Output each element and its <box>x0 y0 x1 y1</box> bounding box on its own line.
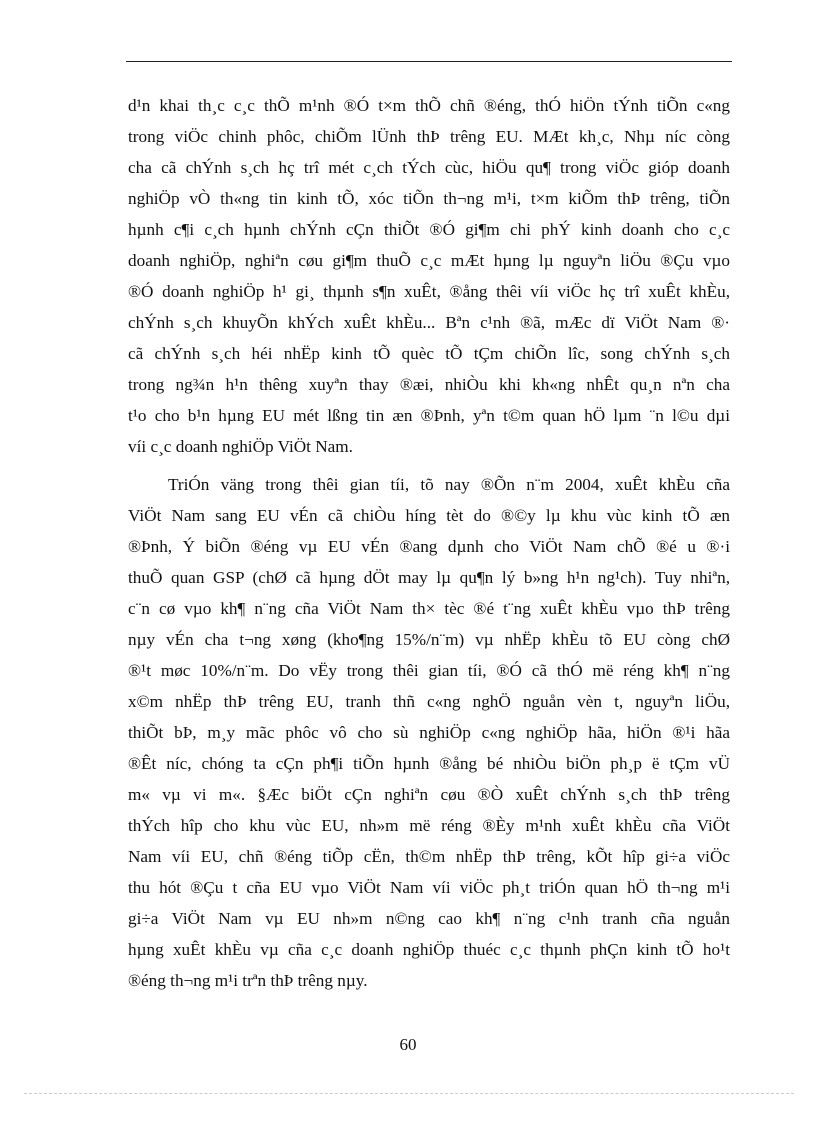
page-number: 60 <box>399 1035 417 1054</box>
header-rule <box>126 61 732 62</box>
text-line: t¹o cho b¹n hµng EU mét lßng tin æn ®Þnh, yªn t©m quan hÖ lµm ¨n l©u dµi <box>128 406 730 425</box>
text-line: doanh nghiÖp, nghiªn cøu gi¶m thuÕ c¸c mÆt hµng lµ nguyªn liÖu ®Çu vµo <box>128 251 730 270</box>
text-line: nghiÖp vÒ th«ng tin kinh tÕ, xóc tiÕn th¬ng m¹i, t×m kiÕm thÞ trêng, tiÕn <box>128 189 730 208</box>
text-line: thiÕt bÞ, m¸y mãc phôc vô cho sù nghiÖp c«ng nghiÖp hãa, hiÖn ®¹i hãa <box>128 723 730 742</box>
text-line: thÝch hîp cho khu vùc EU, nh»m më réng ®Èy m¹nh xuÊt khÈu cña ViÖt <box>128 816 730 835</box>
text-line: thu hót ®Çu t cña EU vµo ViÖt Nam víi viÖc ph¸t triÓn quan hÖ th¬ng m¹i <box>128 878 730 897</box>
text-line: ®Êt níc, chóng ta cÇn ph¶i tiÕn hµnh ®ång bé nhiÒu biÖn ph¸p ë tÇm vÜ <box>128 754 730 773</box>
text-line: cã chÝnh s¸ch héi nhËp kinh tÕ quèc tÕ tÇm chiÕn lîc, song chÝnh s¸ch <box>128 344 730 363</box>
text-line: Nam víi EU, chñ ®éng tiÕp cËn, th©m nhËp thÞ trêng, kÕt hîp gi÷a viÖc <box>128 847 730 866</box>
text-line: ®¹t møc 10%/n¨m. Do vËy trong thêi gian tíi, ®Ó cã thÓ më réng kh¶ n¨ng <box>128 661 730 680</box>
text-line: chÝnh s¸ch khuyÕn khÝch xuÊt khÈu... Bªn c¹nh ®ã, mÆc dï ViÖt Nam ®· <box>128 313 730 332</box>
text-line: víi c¸c doanh nghiÖp ViÖt Nam. <box>128 437 353 456</box>
text-line: cha cã chÝnh s¸ch hç trî mét c¸ch tÝch cùc, hiÖu qu¶ trong viÖc gióp doanh <box>128 158 730 177</box>
page-bottom-edge <box>24 1093 794 1094</box>
text-line: trong ng¾n h¹n thêng xuyªn thay ®æi, nhiÒu khi kh«ng nhÊt qu¸n nªn cha <box>128 375 730 394</box>
text-line: x©m nhËp thÞ trêng EU, tranh thñ c«ng nghÖ nguån vèn t, nguyªn liÖu, <box>128 692 730 711</box>
text-line: c¨n cø vµo kh¶ n¨ng cña ViÖt Nam th× tèc ®é t¨ng xuÊt khÈu vµo thÞ trêng <box>128 599 730 618</box>
text-line: ®Ó doanh nghiÖp h¹ gi¸ thµnh s¶n xuÊt, ®ång thêi víi viÖc hç trî xuÊt khÈu, <box>128 282 730 301</box>
text-line: hµng xuÊt khÈu vµ cña c¸c doanh nghiÖp thuéc c¸c thµnh phÇn kinh tÕ ho¹t <box>128 940 730 959</box>
text-line: d¹n khai th¸c c¸c thÕ m¹nh ®Ó t×m thÕ chñ ®éng, thÓ hiÖn tÝnh tiÕn c«ng <box>128 96 730 115</box>
text-line: ®Þnh, Ý biÕn ®éng vµ EU vÉn ®ang dµnh cho ViÖt Nam chÕ ®é u ®·i <box>128 537 730 556</box>
text-line: ViÖt Nam sang EU vÉn cã chiÒu híng tèt do ®©y lµ khu vùc kinh tÕ æn <box>128 506 730 525</box>
text-line: m« vµ vi m«. §Æc biÖt cÇn nghiªn cøu ®Ò xuÊt chÝnh s¸ch thÞ trêng <box>128 785 730 804</box>
text-line: TriÓn väng trong thêi gian tíi, tõ nay ®Õn n¨m 2004, xuÊt khÈu cña <box>168 475 730 494</box>
text-line: hµnh c¶i c¸ch hµnh chÝnh cÇn thiÕt ®Ó gi¶m chi phÝ kinh doanh cho c¸c <box>128 220 730 239</box>
text-line: thuÕ quan GSP (chØ cã hµng dÖt may lµ qu¶n lý b»ng h¹n ng¹ch). Tuy nhiªn, <box>128 568 730 587</box>
text-line: gi÷a ViÖt Nam vµ EU nh»m n©ng cao kh¶ n¨ng c¹nh tranh cña nguån <box>128 909 730 928</box>
text-line: trong viÖc chinh phôc, chiÕm lÜnh thÞ trêng EU. MÆt kh¸c, Nhµ níc còng <box>128 127 730 146</box>
text-line: ®éng th¬ng m¹i trªn thÞ trêng nµy. <box>128 971 368 990</box>
text-line: nµy vÉn cha t¬ng xøng (kho¶ng 15%/n¨m) vµ nhËp khÈu tõ EU còng chØ <box>128 630 730 649</box>
